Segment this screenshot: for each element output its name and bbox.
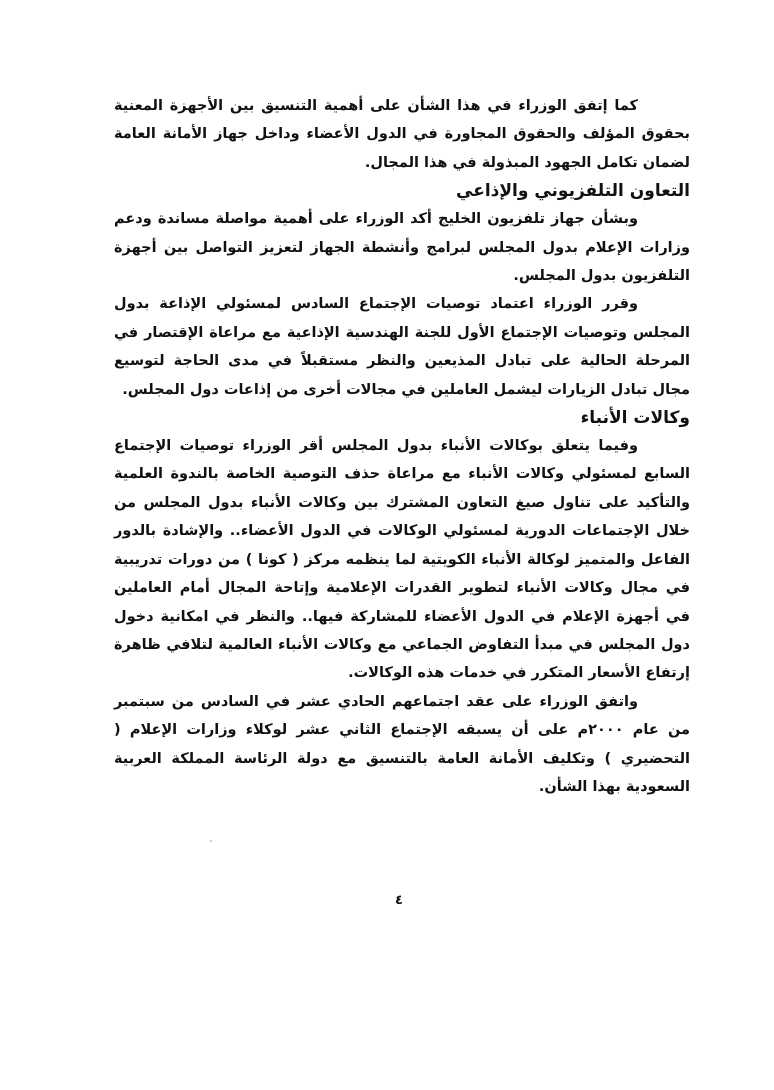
- scan-speck: [210, 840, 212, 842]
- document-page: [114, 92, 690, 801]
- paragraph-copyright-coordination: كما إتفق الوزراء في هذا الشأن على أهمية التنسيق بين الأجهزة المعنية بحقوق المؤلف والحقوق المجاورة في الدول الأعضاء وداخل جهاز الأمانة العامة لضمان تكامل الجهود المبذولة في هذا المجال.: [114, 98, 690, 171]
- paragraph-radio-recommendations: وقرر الوزراء اعتماد توصيات الإجتماع السادس لمسئولي الإذاعة بدول المجلس وتوصيات الإجتماع الأول للجنة الهندسية الإذاعية مع مراعاة الإقتصار في المرحلة الحالية على تبادل المذيعين والنظر مستقبلاً في مدى الحاجة لتوسيع مجال تبادل الزيارات ليشمل العاملين في مجالات أخرى من إذاعات دول المجلس.: [114, 296, 690, 398]
- page-number: ٤: [395, 893, 403, 908]
- paragraph-gulf-tv: وبشأن جهاز تلفزيون الخليج أكد الوزراء على أهمية مواصلة مساندة ودعم وزارات الإعلام بدول المجلس لبرامج وأنشطة الجهاز لتعزيز التواصل بين أجهزة التلفزيون بدول المجلس.: [114, 211, 690, 285]
- heading-tv-radio-cooperation: التعاون التلفزيوني والإذاعي: [456, 181, 690, 202]
- paragraph-news-agencies: وفيما يتعلق بوكالات الأنباء بدول المجلس أقر الوزراء توصيات الإجتماع السابع لمسئولي وكالات الأنباء مع مراعاة حذف التوصية الخاصة بالندوة العلمية والتأكيد على تناول صيغ التعاون المشترك بين وكالات الأنباء بدول المجلس من خلال الإجتماعات الدورية لمسئولي الوكالات في الدول الأعضاء.. والإشادة بالدور الفاعل والمتميز لوكالة الأنباء الكويتية لما ينظمه مركز ( كونا ) من دورات تدريبية في مجال وكالات الأنباء لتطوير القدرات الإعلامية وإتاحة المجال أمام العاملين في أجهزة الإعلام في الدول الأعضاء للمشاركة فيها.. والنظر في امكانية دخول دول المجلس في مبدأ التفاوض الجماعي مع وكالات الأنباء العالمية لتلافي ظاهرة إرتفاع الأسعار المتكرر في خدمات هذه الوكالات.: [114, 438, 690, 682]
- paragraph-next-meeting: واتفق الوزراء على عقد اجتماعهم الحادي عشر في السادس من سبتمبر من عام ٢٠٠٠م على أن يسبقه الإجتماع الثاني عشر لوكلاء وزارات الإعلام ( التحضيري ) وتكليف الأمانة العامة بالتنسيق مع دولة الرئاسة المملكة العربية السعودية بهذا الشأن.: [114, 693, 690, 795]
- heading-news-agencies: وكالات الأنباء: [580, 408, 690, 429]
